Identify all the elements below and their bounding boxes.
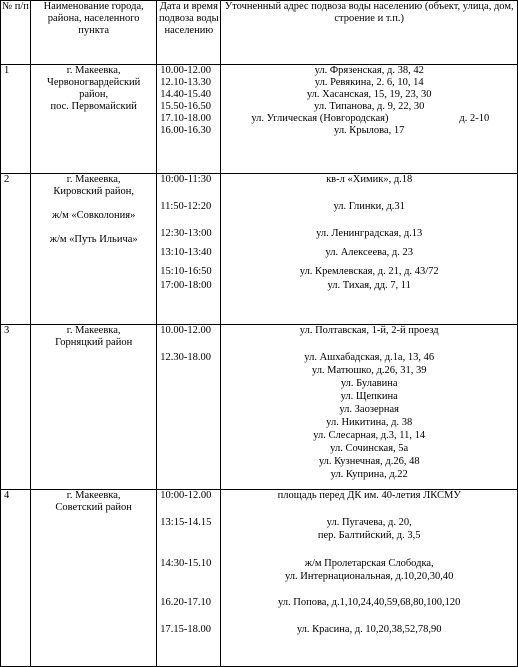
address-line: ул. Кузнечная, д.26, 48 [318, 456, 420, 467]
time-slot: 17:00-18:00 [160, 280, 212, 291]
header-address: Уточненный адрес подвоза воды населению (объект, улица, дом, строение и т.п.) [221, 1, 518, 65]
time-slot: 12.30-18.00 [160, 352, 212, 363]
row-number: 2 [1, 174, 31, 325]
time-slot: 11:50-12:20 [160, 201, 212, 212]
time-cell [157, 65, 221, 174]
district-cell [31, 490, 157, 667]
address-line: ул. Пугачева, д. 20, [326, 517, 412, 528]
address-house-range: д. 2-10 [459, 113, 490, 124]
time-slot: 13:10-13:40 [160, 247, 212, 258]
address-line: ул. Крылова, 17 [334, 125, 405, 136]
time-cell [157, 325, 221, 490]
row-number: 1 [1, 65, 31, 174]
district-line: район, [79, 89, 109, 100]
time-slot: 15.50-16.50 [160, 101, 212, 112]
address-cell [221, 325, 518, 490]
time-slot: 16.20-17.10 [160, 597, 212, 608]
district-line: ж/м «Совколония» [51, 210, 136, 221]
district-line: Советский район [55, 502, 132, 513]
time-slot: 14:30-15.10 [160, 558, 212, 569]
address-line: ул. Попова, д.1,10,24,40,59,68,80,100,120 [277, 597, 461, 608]
address-line: ул. Булавина [340, 378, 398, 389]
address-line: ул. Полтавская, 1-й, 2-й проезд [299, 325, 439, 336]
district-line: Горняцкий район [55, 337, 133, 348]
address-cell [221, 174, 518, 325]
address-line: пер. Балтийский, д. 3,5 [317, 530, 421, 541]
time-slot: 17.10-18.00 [160, 113, 212, 124]
district-cell [31, 174, 157, 325]
district-line: г. Макеевка, [66, 174, 121, 185]
address-line: кв-л «Химик», д.18 [326, 174, 413, 185]
address-line: ул. Щепкина [340, 391, 398, 402]
district-line: Червоногвардейский [47, 77, 141, 88]
time-slot: 13:15-14.15 [160, 517, 212, 528]
address-line: ул. Кремлевская, д. 21, д. 43/72 [299, 266, 439, 277]
header-row [1, 1, 518, 65]
district-line: Кировский район, [53, 186, 134, 197]
time-cell [157, 490, 221, 667]
address-line: ул. Заозерная [339, 404, 399, 415]
row-number: 3 [1, 325, 31, 490]
district-line: пос. Первомайский [50, 101, 137, 112]
address-line: ул. Ленинградская, д.13 [316, 228, 423, 239]
address-cell [221, 490, 518, 667]
district-cell [31, 325, 157, 490]
time-slot: 12.10-13.30 [160, 77, 212, 88]
district-line: г. Макеевка, [66, 490, 121, 501]
address-line: ул. Типанова, д. 9, 22, 30 [314, 101, 425, 112]
address-line: ул. Никитина, д. 38 [326, 417, 413, 428]
time-cell [157, 174, 221, 325]
address-line: площадь перед ДК им. 40-летия ЛКСМУ [277, 490, 461, 501]
time-slot: 17.15-18.00 [160, 624, 212, 635]
address-line: ул. Фрязенская, д. 38, 42 [314, 65, 424, 76]
district-line: г. Макеевка, [66, 325, 121, 336]
address-line: ул. Углическая (Новгородская) [251, 113, 389, 124]
address-line: ул. Слесарная, д.3, 11, 14 [313, 430, 426, 441]
address-line: ул. Интернациональная, д.10,20,30,40 [285, 571, 454, 582]
address-line: ул. Ашхабадская, д.1а, 13, 46 [304, 352, 435, 363]
address-line: ул. Ревякина, 2. 6, 10, 14 [314, 77, 424, 88]
time-slot: 10:00-12.00 [160, 490, 212, 501]
time-slot: 15:10-16:50 [160, 266, 212, 277]
address-line: ул. Хасанская, 15, 19, 23, 30 [306, 89, 432, 100]
row-number: 4 [1, 490, 31, 667]
time-slot: 12:30-13:00 [160, 228, 212, 239]
header-time: Дата и время подвоза воды населению [157, 1, 221, 65]
address-line: ул. Сочинская, 5а [330, 443, 409, 454]
address-line: ул. Глинки, д.31 [333, 201, 405, 212]
time-slot: 16.00-16.30 [160, 125, 212, 136]
address-line: ул. Матюшко, д.26, 31, 39 [311, 365, 427, 376]
header-name: Наименование города, района, населенного пункта [31, 1, 157, 65]
district-cell [31, 65, 157, 174]
address-line: ж/м Пролетарская Слободка, [304, 558, 434, 569]
table-row [1, 174, 518, 325]
time-slot: 10:00-11:30 [160, 174, 212, 185]
address-line: ул. Красина, д. 10,20,38,52,78,90 [296, 624, 442, 635]
table-row [1, 325, 518, 490]
table-row [1, 490, 518, 667]
header-num: № п/п [1, 1, 31, 65]
time-slot: 10.00-12.00 [160, 325, 212, 336]
address-line: ул. Алексеева, д. 23 [325, 247, 413, 258]
spacer [32, 198, 155, 210]
address-line: ул. Тихая, дд. 7, 11 [327, 280, 411, 291]
district-line: ж/м «Путь Ильича» [49, 234, 138, 245]
table-row [1, 65, 518, 174]
time-slot: 14.40-15.40 [160, 89, 212, 100]
time-slot: 10.00-12.00 [160, 65, 212, 76]
address-line: ул. Куприна, д.22 [330, 469, 408, 480]
district-line: г. Макеевка, [66, 65, 121, 76]
spacer [32, 222, 155, 234]
address-cell [221, 65, 518, 174]
